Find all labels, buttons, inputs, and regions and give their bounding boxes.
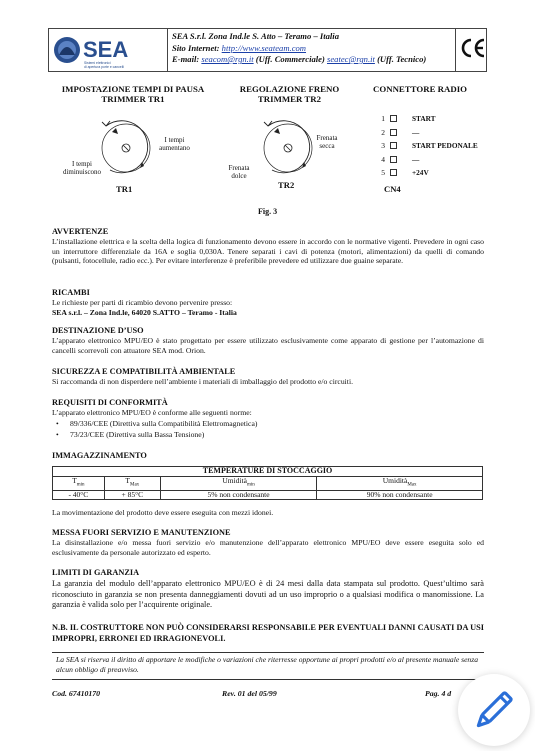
cn4-pin-terminal xyxy=(390,129,397,136)
email-commercial-link[interactable]: seacom@rgn.it xyxy=(201,54,254,64)
table-cell: - 40°C xyxy=(53,490,105,500)
cn4-pin-label: — xyxy=(412,154,420,164)
avvertenze-text: L’installazione elettrica e la scelta della logica di funzionamento devono essere in accordo con le normative vigenti. Prevedere in ogni caso un interruttore differenziale da 16A e soglia 0,030A. Tenere separati i cavi di potenza (motori, alimentazioni) da quelli di comando (pulsanti, fotocellule, radio ecc.). Per evitare interferenze è preferibile prevedere ed utilizzare due guaine separate. xyxy=(52,237,484,266)
ricambi-text: Le richieste per parti di ricambio devono pervenire presso: xyxy=(52,298,233,307)
storage-table-caption: TEMPERATURE DI STOCCAGGIO xyxy=(53,467,483,477)
tr1-title-line2: TRIMMER TR1 xyxy=(101,94,165,104)
page-number: Pag. 4 d xyxy=(425,689,452,698)
ce-mark-icon xyxy=(459,34,487,62)
destinazione-text: L’apparato elettronico MPU/EO è stato progettato per essere utilizzato esclusivamente come apparato di gestione per l’automazione di cancelli scorrevoli con attuatore SEA mod. Orion. xyxy=(52,336,484,355)
list-item: • 73/23/CEE (Direttiva sulla Bassa Tensione) xyxy=(56,430,205,439)
header-divider xyxy=(167,29,168,71)
cn4-pin-terminal xyxy=(390,142,397,149)
cn4-pin-label: START PEDONALE xyxy=(412,141,478,150)
company-line: SEA S.r.l. Zona Ind.le S. Atto – Teramo – Italia xyxy=(172,31,339,41)
sea-logo xyxy=(53,31,163,69)
garanzia-text: La garanzia del modulo dell’apparato elettronico MPU/EO è di 24 mesi dalla data stampata sul prodotto. Quest’ultimo sarà riconosciuto in garanzia se non presenta danneggiamenti dovuti ad un uso improprio o a qualsiasi modifica o manomissione. La garanzia è valida solo per l’acquirente originale. xyxy=(52,579,484,610)
cn4-name: CN4 xyxy=(384,184,401,194)
table-cell: + 85°C xyxy=(104,490,160,500)
email-tech-link[interactable]: seatec@rgn.it xyxy=(326,54,375,64)
cn4-pin-label: +24V xyxy=(412,168,429,177)
table-header: $T_{Max}$ xyxy=(104,476,160,490)
tr2-label-dry: Frenata secca xyxy=(316,134,338,150)
tr1-name: TR1 xyxy=(116,184,133,194)
tr1-label-down: I tempi diminuiscono xyxy=(62,160,102,176)
svg-text:Sistemi elettronici: Sistemi elettronici xyxy=(84,61,111,65)
table-cell: 5% non condensante xyxy=(160,490,316,500)
tr1-label-up: I tempi aumentano xyxy=(159,136,190,152)
requisiti-item-text: 73/23/CEE (Direttiva sulla Bassa Tensione) xyxy=(70,430,205,439)
table-header: Umidità$_{Max}$ xyxy=(317,476,483,490)
cn4-pin-number: 2 xyxy=(381,127,385,137)
pencil-icon xyxy=(458,674,530,746)
tr2-title-line1: REGOLAZIONE FRENO xyxy=(239,84,340,94)
site-link[interactable]: http://www.seateam.com xyxy=(221,42,307,53)
cn4-pin-number: 4 xyxy=(381,154,385,164)
document-code: Cod. 67410170 xyxy=(52,689,101,698)
cn4-title: CONNETTORE RADIO xyxy=(373,84,467,94)
document-header xyxy=(48,28,487,72)
requisiti-text: L’apparato elettronico MPU/EO è conforme alle seguenti norme: xyxy=(52,408,252,417)
footer-divider xyxy=(52,652,484,653)
section-title-garanzia: LIMITI DI GARANZIA xyxy=(52,568,140,577)
cn4-pin-terminal xyxy=(390,115,397,122)
company-info xyxy=(172,31,426,66)
table-row xyxy=(53,476,483,490)
section-title-sicurezza: SICUREZZA E COMPATIBILITÀ AMBIENTALE xyxy=(52,367,236,376)
immagazzinamento-note: La movimentazione del prodotto deve essere eseguita con mezzi idonei. xyxy=(52,508,274,517)
cn4-pin-number: 3 xyxy=(381,141,385,150)
svg-text:di apertura porte e cancelli: di apertura porte e cancelli xyxy=(84,65,124,69)
tr1-title xyxy=(58,84,208,104)
cn4-pin-number: 1 xyxy=(381,114,385,123)
table-cell: 90% non condensante xyxy=(317,490,483,500)
site-label: Sito Internet: xyxy=(172,42,220,53)
cn4-pin-label: START xyxy=(412,114,436,123)
ricambi-address: SEA s.r.l. – Zona Ind.le, 64020 S.ATTO – Teramo - Italia xyxy=(52,308,237,317)
table-row xyxy=(53,490,483,500)
email-line xyxy=(172,54,426,66)
section-title-ricambi: RICAMBI xyxy=(52,288,90,297)
email-label: E-mail: xyxy=(172,54,200,64)
cn4-pin-number: 5 xyxy=(381,168,385,177)
section-title-destinazione: DESTINAZIONE D’USO xyxy=(52,326,144,335)
svg-text:SEA: SEA xyxy=(83,37,129,62)
table-header: Umidità$_{min}$ xyxy=(160,476,316,490)
footer-disclaimer: La SEA si riserva il diritto di apportare le modifiche o variazioni che riterresse opportune ai propri prodotti e/o al presente manuale senza alcun obbligo di preavviso. xyxy=(56,655,478,674)
tr1-title-line1: IMPOSTAZIONE TEMPI DI PAUSA xyxy=(61,84,205,94)
table-header: $T_{min}$ xyxy=(53,476,105,490)
cn4-pin-label: — xyxy=(412,127,420,137)
tr2-title-line2: TRIMMER TR2 xyxy=(257,94,322,104)
email-commercial-note: (Uff. Commerciale) xyxy=(255,54,325,64)
header-divider xyxy=(455,29,456,71)
footer-divider xyxy=(52,679,484,680)
edit-button[interactable] xyxy=(458,674,530,746)
section-title-avvertenze: AVVERTENZE xyxy=(52,227,109,236)
section-title-messa-fuori-servizio: MESSA FUORI SERVIZIO E MANUTENZIONE xyxy=(52,528,231,537)
list-item: • 89/336/CEE (Direttiva sulla Compatibilità Elettromagnetica) xyxy=(56,419,258,428)
cn4-pin-terminal xyxy=(390,156,397,163)
storage-table xyxy=(52,466,483,500)
figure-caption: Fig. 3 xyxy=(258,207,278,216)
email-tech-note: (Uff. Tecnico) xyxy=(377,54,427,64)
site-line xyxy=(172,43,426,55)
section-title-requisiti: REQUISITI DI CONFORMITÀ xyxy=(52,398,168,407)
tr2-label-soft: Frenata dolce xyxy=(228,164,250,180)
messa-fuori-servizio-text: La disinstallazione e/o messa fuori servizio e/o manutenzione dell’apparato elettronico MPU/EO deve essere eseguita solo ed esclusivamente da personale autorizzato ed esperto. xyxy=(52,538,484,557)
tr2-title xyxy=(232,84,347,104)
requisiti-item-text: 89/336/CEE (Direttiva sulla Compatibilità Elettromagnetica) xyxy=(70,419,258,428)
document-revision: Rev. 01 del 05/99 xyxy=(222,689,277,698)
sicurezza-text: Si raccomanda di non disperdere nell’ambiente i materiali di imballaggio del prodotto e/o circuiti. xyxy=(52,377,353,386)
nb-disclaimer: N.B. IL COSTRUTTORE NON PUÒ CONSIDERARSI RESPONSABILE PER EVENTUALI DANNI CAUSATI DA USI IMPROPRI, ERRONEI ED IRRAGIONEVOLI. xyxy=(52,623,484,643)
cn4-pin-terminal xyxy=(390,169,397,176)
section-title-immagazzinamento: IMMAGAZZINAMENTO xyxy=(52,451,147,460)
tr2-name: TR2 xyxy=(278,180,295,190)
